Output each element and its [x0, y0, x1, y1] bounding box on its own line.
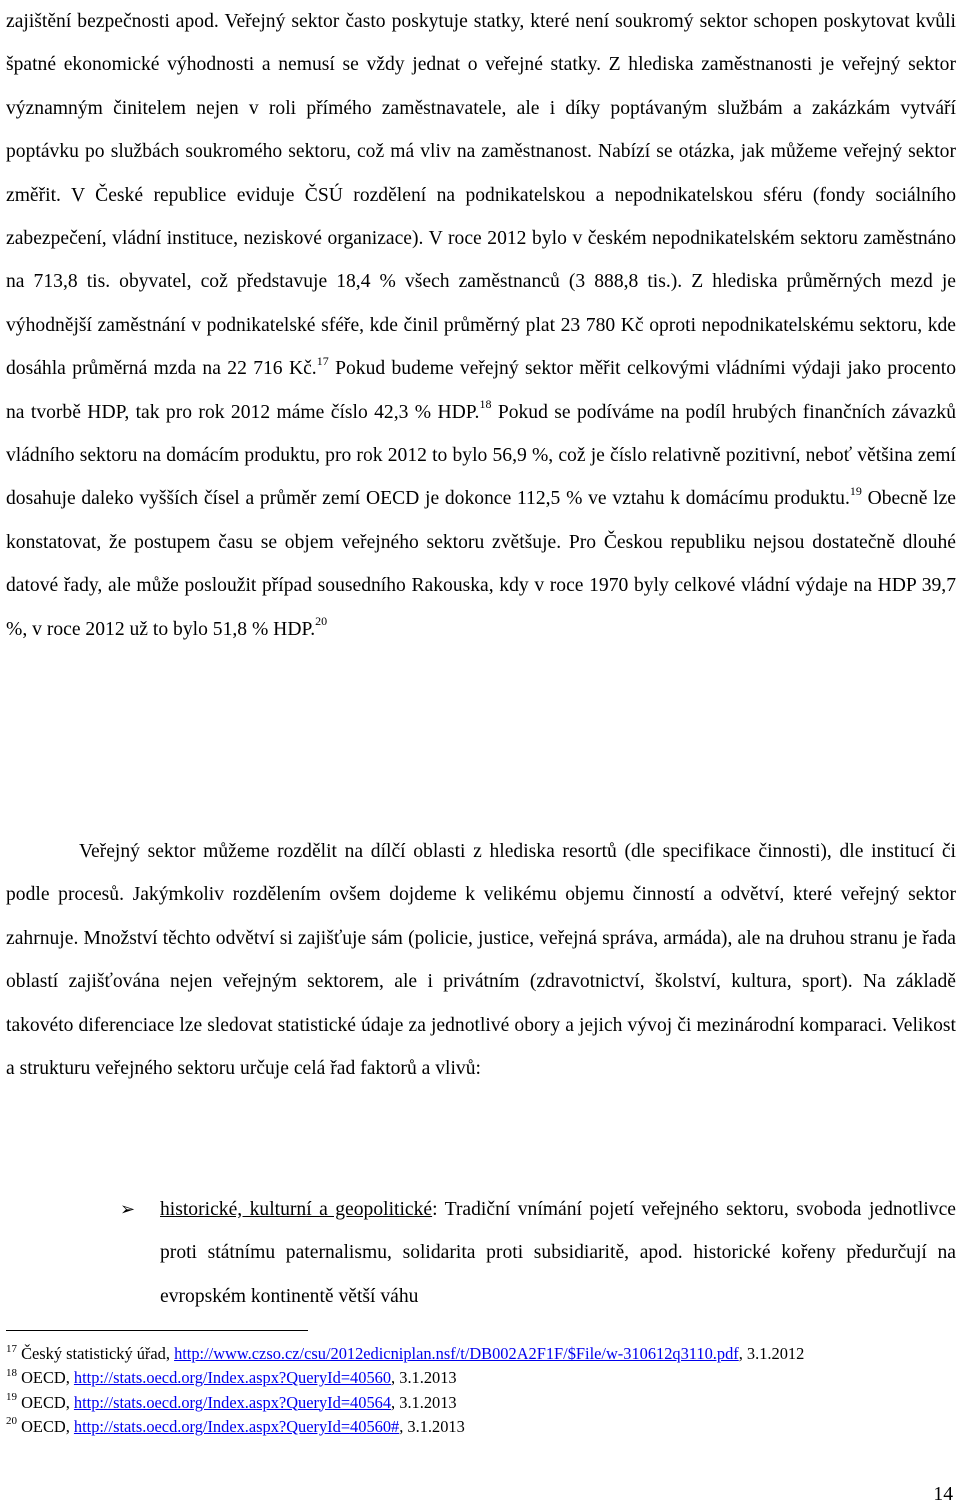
- footnote-date: , 3.1.2013: [391, 1368, 457, 1388]
- footnote-source: OECD,: [17, 1416, 74, 1436]
- bullet-text: [160, 1188, 956, 1318]
- footnote-17: [6, 1342, 956, 1366]
- bullet-list-item: [120, 1188, 956, 1318]
- footnote-source: OECD,: [17, 1392, 74, 1412]
- body-paragraph-1: [6, 0, 956, 651]
- page-number: 14: [933, 1484, 953, 1505]
- footnotes: [6, 1342, 956, 1439]
- footnote-number: 17: [6, 1342, 17, 1355]
- footnote-20: [6, 1415, 956, 1439]
- footnote-ref-20[interactable]: 20: [315, 614, 328, 629]
- footnote-number: 19: [6, 1391, 17, 1404]
- footnote-source: OECD,: [17, 1368, 74, 1388]
- footnote-ref-18[interactable]: 18: [479, 397, 492, 412]
- bullet-description: : Tradiční vnímání pojetí veřejného sektoru, svoboda jednotlivce proti státnímu paternalismu, solidarita proti subsidiaritě, apod. historické kořeny předurčují na evropském kontinentě větší váhu: [160, 1199, 956, 1307]
- footnote-separator: [6, 1330, 308, 1331]
- footnote-date: , 3.1.2013: [391, 1392, 457, 1412]
- footnote-ref-17[interactable]: 17: [316, 353, 329, 368]
- footnote-18: [6, 1366, 956, 1390]
- footnote-19: [6, 1391, 956, 1415]
- footnote-ref-19[interactable]: 19: [849, 483, 862, 498]
- footnote-date: , 3.1.2012: [738, 1344, 805, 1363]
- footnote-source: Český statistický úřad,: [17, 1344, 175, 1363]
- paragraph-1-text-a: zajištění bezpečnosti apod. Veřejný sektor často poskytuje statky, které není soukromý sektor schopen poskytovat kvůli špatné ekonomické výhodnosti a nemusí se vždy jednat o veřejné statky. Z hlediska zaměstnanosti je veřejný sektor významným činitelem nejen v roli přímého zaměstnavatele, ale i díky poptávaným službám a zakázkám vytváří poptávku po službách soukromého sektoru, což má vliv na zaměstnanost. Nabízí se otázka, jak můžeme veřejný sektor změřit. V České republice eviduje ČSÚ rozdělení na podnikatelskou a nepodnikatelskou sféru (fondy sociálního zabezpečení, vládní instituce, neziskové organizace). V roce 2012 bylo v českém nepodnikatelském sektoru zaměstnáno na 713,8 tis. obyvatel, což představuje 18,4 % všech zaměstnanců (3 888,8 tis.). Z hlediska průměrných mezd je výhodnější zaměstnání v podnikatelské sféře, kde činil průměrný plat 23 780 Kč oproti nepodnikatelskému sektoru, kde dosáhla průměrná mzda na 22 716 Kč.: [6, 11, 956, 380]
- footnote-number: 20: [6, 1415, 17, 1428]
- paragraph-1-text-d: Obecně lze konstatovat, že postupem času se objem veřejného sektoru zvětšuje. Pro Českou republiku nejsou dostatečně dlouhé datové řady, ale může posloužit případ sousedního Rakouska, kdy v roce 1970 byly celkové vládní výdaje na HDP 39,7 %, v roce 2012 už to bylo 51,8 % HDP.: [6, 488, 956, 640]
- body-paragraph-2: Veřejný sektor můžeme rozdělit na dílčí oblasti z hlediska resortů (dle specifikace činnosti), dle institucí či podle procesů. Jakýmkoliv rozdělením ovšem dojdeme k velikému objemu činností a odvětví, které veřejný sektor zahrnuje. Množství těchto odvětví si zajišťuje sám (policie, justice, veřejná správa, armáda), ale na druhou stranu je řada oblastí zajišťována nejen veřejným sektorem, ale i privátním (zdravotnictví, školství, kultura, sport). Na základě takovéto diferenciace lze sledovat statistické údaje za jednotlivé obory a jejich vývoj či mezinárodní komparaci. Velikost a strukturu veřejného sektoru určuje celá řad faktorů a vlivů:: [6, 841, 956, 1080]
- footnote-link[interactable]: http://stats.oecd.org/Index.aspx?QueryId=40560: [73, 1368, 392, 1388]
- footnote-date: , 3.1.2013: [399, 1416, 465, 1436]
- footnote-link[interactable]: http://www.czso.cz/csu/2012edicniplan.nsf/t/DB002A2F1F/$File/w-310612q3110.pdf: [174, 1344, 739, 1363]
- bullet-term: historické, kulturní a geopolitické: [160, 1199, 433, 1220]
- footnote-link[interactable]: http://stats.oecd.org/Index.aspx?QueryId=40564: [73, 1392, 392, 1412]
- paragraph-1-text-b: Pokud budeme veřejný sektor měřit celkovými vládními výdaji jako procento na tvorbě HDP, tak pro rok 2012 máme číslo 42,3 % HDP.: [6, 358, 956, 423]
- arrow-bullet-icon: ➢: [120, 1199, 136, 1220]
- footnote-number: 18: [6, 1366, 17, 1379]
- footnote-link[interactable]: http://stats.oecd.org/Index.aspx?QueryId=40560#: [73, 1416, 400, 1436]
- paragraph-1-text-c: Pokud se podíváme na podíl hrubých finančních závazků vládního sektoru na domácím produktu, pro rok 2012 to bylo 56,9 %, což je číslo relativně pozitivní, neboť většina zemí dosahuje daleko vyšších čísel a průměr zemí OECD je dokonce 112,5 % ve vztahu k domácímu produktu.: [6, 401, 956, 510]
